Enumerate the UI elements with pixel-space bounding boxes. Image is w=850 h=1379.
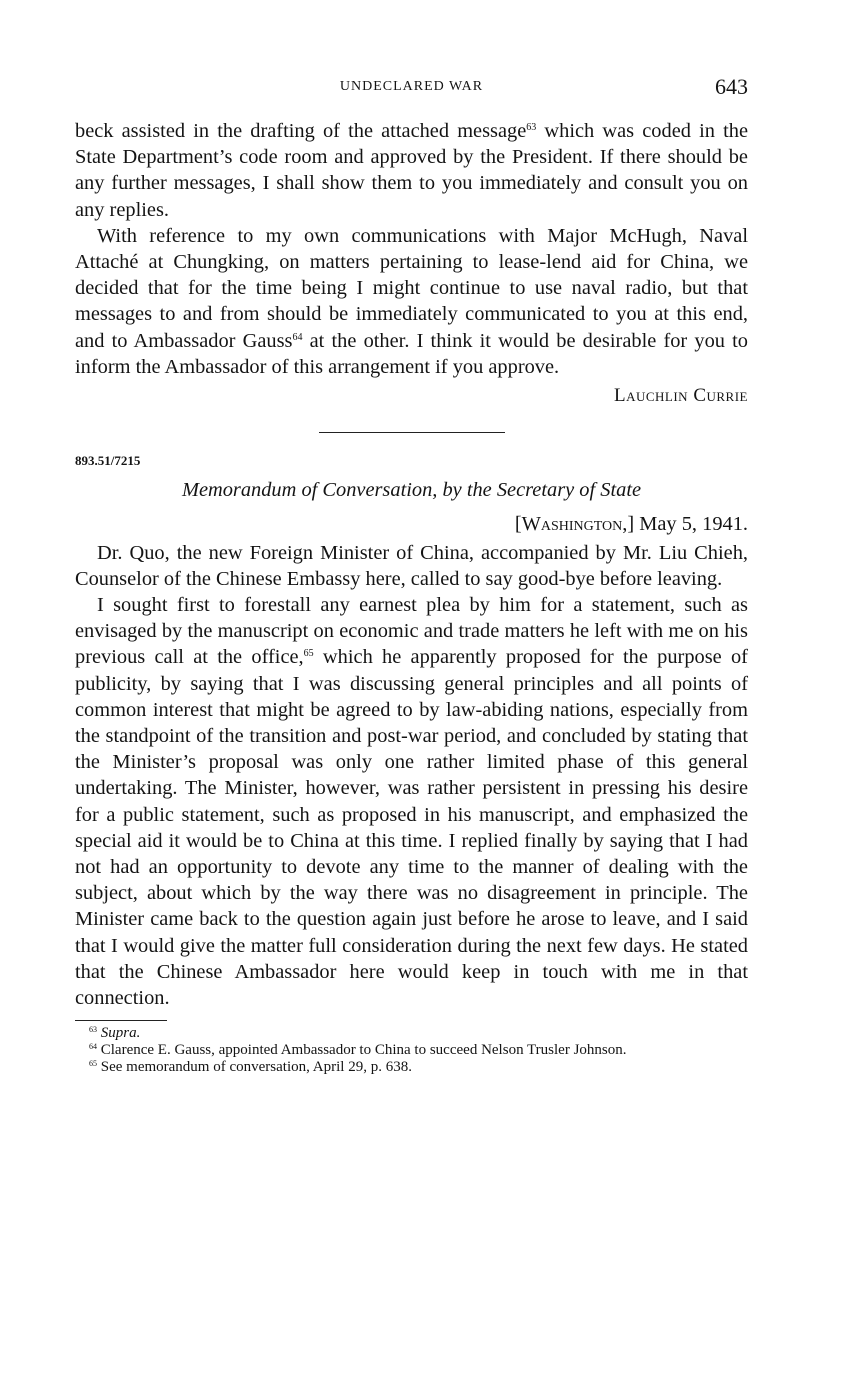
running-head [75,76,748,102]
footnote-mark: 63 [89,1025,97,1035]
paragraph-discussion [75,592,748,1011]
section-divider [319,432,505,433]
paragraph-communications [75,223,748,380]
paragraph-continuation [75,118,748,223]
footnotes [75,1025,748,1076]
footnote-divider [75,1020,167,1021]
paragraph-visit: Dr. Quo, the new Foreign Minister of China, accompanied by Mr. Liu Chieh, Counselor of the Chinese Embassy here, called to say good-bye before leaving. [75,541,748,590]
paragraph-text: at the other. I think it would be desirable for you to inform the Ambassador of this arrangement if you approve. [75,329,748,378]
footnote-ref: 65 [303,648,314,660]
dateline-date: May 5, 1941. [634,513,748,536]
footnote-ref: 63 [526,122,537,133]
file-number: 893.51/7215 [75,453,141,469]
signature: Lauchlin Currie [613,385,748,407]
footnote-65 [75,1059,748,1076]
footnote-text: See memorandum of conversation, April 29, p. 638. [100,1059,412,1076]
footnote-64 [75,1042,748,1059]
paragraph-text: I sought first to forestall any earnest plea by him for a statement, such as envisaged by the manuscript on economic and trade matters he left with me on his previous call at the office, [75,594,748,669]
paragraph-text: which was coded in the State Department’s code room and approved by the President. If there should be any further messages, I shall show them to you immediately and consult you on any replies. [75,120,748,221]
dateline [75,511,748,537]
footnote-mark: 64 [89,1042,97,1052]
body-text [75,118,748,1076]
paragraph-text: With reference to my own communications with Major McHugh, Naval Attaché at Chungking, on matters pertaining to lease-lend aid for China, we decided that for the time being I might continue to use naval radio, but that messages to and from should be immediately communicated to you at this end, and to Ambassador Gauss [75,224,748,352]
footnote-ref: 64 [292,331,303,343]
paragraph-text: which he apparently proposed for the purpose of publicity, by saying that I was discussing general principles and all points of common interest that might be agreed to by law-abiding nations, especially from the standpoint of the transition and post-war period, and concluded by stating that the Minister’s proposal was only one rather limited phase of this general undertaking. The Minister, however, was rather persistent in pressing his desire for a public statement, such as proposed in his manuscript, and emphasized the special aid it would be to China at this time. I replied finally by saying that I had not had an opportunity to devote any time to the manner of dealing with the subject, about which by the way there was no disagreement in principle. The Minister came back to the question again just before he arose to leave, and I said that I would give the matter full consideration during the next few days. He stated that the Chinese Ambassador here would keep in touch with me in that connection. [75,646,748,1010]
paragraph-text: beck assisted in the drafting of the attached message [75,120,527,142]
page-number: 643 [715,74,748,99]
footnote-mark: 65 [89,1059,97,1069]
running-title: UNDECLARED WAR [339,79,484,94]
footnote-text: Supra. [100,1025,141,1042]
dateline-place: [Washington,] [514,513,635,536]
footnote-63 [75,1025,748,1042]
footnote-text: Clarence E. Gauss, appointed Ambassador to China to succeed Nelson Trusler Johnson. [100,1042,627,1059]
memo-title: Memorandum of Conversation, by the Secretary of State [181,479,642,502]
